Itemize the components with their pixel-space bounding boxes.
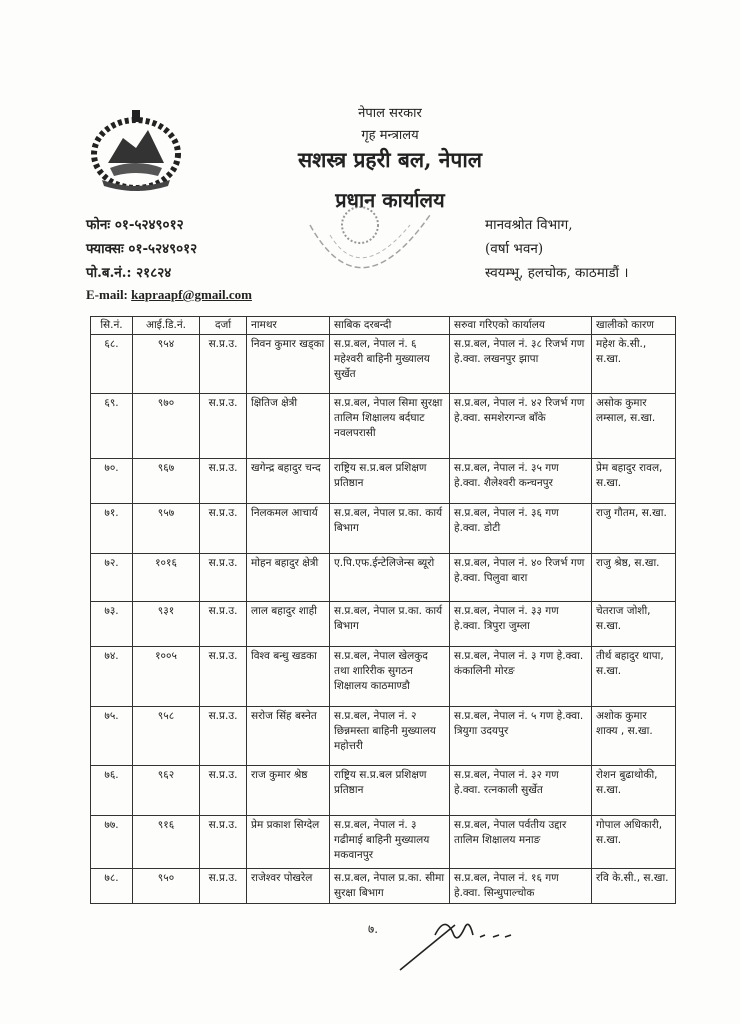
table-cell: ७१. [91,504,133,554]
column-header: सरुवा गरिएको कार्यालय [450,317,592,335]
table-cell: ७८. [91,869,133,904]
table-cell: स.प्र.बल, नेपाल पर्वतीय उद्दार तालिम शिक्षालय मनाङ [450,816,592,869]
table-cell: स.प्र.उ. [200,602,247,647]
table-cell: राजु गौतम, स.खा. [592,504,676,554]
table-cell: १००५ [133,647,200,707]
table-cell: ७५. [91,707,133,766]
table-cell: ७०. [91,459,133,504]
table-cell: निलकमल आचार्य [247,504,330,554]
table-cell: राज कुमार श्रेष्ठ [247,766,330,816]
table-cell: स.प्र.बल, नेपाल नं. ४० रिजर्भ गण हे.क्वा. पिलुवा बारा [450,554,592,602]
office-name: प्रधान कार्यालय [335,188,445,212]
table-cell: स.प्र.उ. [200,816,247,869]
table-cell: १०१६ [133,554,200,602]
table-cell: प्रेम बहादुर रावल, स.खा. [592,459,676,504]
nepal-emblem-logo [88,108,184,194]
table-row [91,766,676,816]
table-row [91,504,676,554]
table-row [91,335,676,394]
department-name: मानवश्रोत विभाग, [485,217,573,233]
column-header: आई.डि.नं. [133,317,200,335]
table-cell: स.प्र.उ. [200,707,247,766]
table-cell: स.प्र.बल, नेपाल नं. ३ गढीमाई बाहिनी मुख्यालय मकवानपुर [330,816,450,869]
table-cell: रोशन बुढाथोकी, स.खा. [592,766,676,816]
table-cell: स.प्र.उ. [200,335,247,394]
table-cell: ७३. [91,602,133,647]
table-cell: चेतराज जोशी, स.खा. [592,602,676,647]
office-seal-stamp [300,205,450,305]
table-cell: ९१६ [133,816,200,869]
table-cell: राजु श्रेष्ठ, स.खा. [592,554,676,602]
table-cell: स.प्र.उ. [200,869,247,904]
table-row [91,816,676,869]
table-header-row [91,317,676,335]
table-cell: मोहन बहादुर क्षेत्री [247,554,330,602]
table-cell: निवन कुमार खड्का [247,335,330,394]
table-cell: ९७० [133,394,200,459]
table-cell: स.प्र.बल, नेपाल नं. २ छिन्नमस्ता बाहिनी मुख्यालय महोत्तरी [330,707,450,766]
table-cell: सरोज सिंह बस्नेत [247,707,330,766]
page-number: ७. [368,922,379,936]
table-cell: राष्ट्रिय स.प्र.बल प्रशिक्षण प्रतिष्ठान [330,766,450,816]
table-row [91,602,676,647]
table-cell: खगेन्द्र बहादुर चन्द [247,459,330,504]
table-cell: गोपाल अधिकारी, स.खा. [592,816,676,869]
table-cell: स.प्र.बल, नेपाल नं. ३३ गण हे.क्वा. त्रिपुरा जुम्ला [450,602,592,647]
table-cell: स.प्र.बल, नेपाल नं. ३५ गण हे.क्वा. शैलेश्वरी कन्चनपुर [450,459,592,504]
table-cell: प्रेम प्रकाश सिग्देल [247,816,330,869]
table-cell: रवि के.सी., स.खा. [592,869,676,904]
table-cell: स.प्र.बल, नेपाल नं. १६ गण हे.क्वा. सिन्धुपाल्चोक [450,869,592,904]
table-cell: ९६२ [133,766,200,816]
table-cell: ए.पि.एफ.ईन्टेलिजेन्स ब्यूरो [330,554,450,602]
ministry-name: गृह मन्त्रालय [361,128,419,143]
government-name: नेपाल सरकार [358,106,422,121]
table-cell: स.प्र.बल, नेपाल प्र.का. कार्य बिभाग [330,602,450,647]
table-cell: ९५४ [133,335,200,394]
table-cell: ९५८ [133,707,200,766]
table-cell: असोक कुमार लम्साल, स.खा. [592,394,676,459]
column-header: साबिक दरबन्दी [330,317,450,335]
column-header: नामथर [247,317,330,335]
table-cell: स.प्र.बल, नेपाल प्र.का. सीमा सुरक्षा बिभाग [330,869,450,904]
table-cell: स.प्र.उ. [200,766,247,816]
table-cell: स.प्र.बल, नेपाल सिमा सुरक्षा तालिम शिक्षालय बर्दघाट नवलपरासी [330,394,450,459]
po-box: पो.ब.नं.: २१८२४ [86,265,172,281]
organization-name: सशस्त्र प्रहरी बल, नेपाल [297,147,483,172]
table-cell: स.प्र.उ. [200,647,247,707]
table-cell: ७७. [91,816,133,869]
table-cell: राष्ट्रिय स.प्र.बल प्रशिक्षण प्रतिष्ठान [330,459,450,504]
table-cell: ९५० [133,869,200,904]
table-cell: स.प्र.बल, नेपाल नं. ३८ रिजर्भ गण हे.क्वा. लखनपुर झापा [450,335,592,394]
table-cell: स.प्र.बल, नेपाल नं. ३२ गण हे.क्वा. रत्नकाली सुर्खेत [450,766,592,816]
signature [395,905,525,975]
column-header: सि.नं. [91,317,133,335]
table-cell: स.प्र.बल, नेपाल नं. ३६ गण हे.क्वा. डोटी [450,504,592,554]
table-cell: लाल बहादुर शाही [247,602,330,647]
table-cell: स.प्र.बल, नेपाल नं. ६ महेश्वरी बाहिनी मुख्यालय सुर्खेत [330,335,450,394]
table-cell: विश्व बन्धु खडका [247,647,330,707]
table-row [91,459,676,504]
table-cell: ९३१ [133,602,200,647]
table-cell: ६९. [91,394,133,459]
table-cell: ७४. [91,647,133,707]
column-header: खालीको कारण [592,317,676,335]
table-row [91,707,676,766]
table-cell: स.प्र.बल, नेपाल नं. ३ गण हे.क्वा. कंकालिनी मोरङ [450,647,592,707]
table-cell: स.प्र.बल, नेपाल नं. ५ गण हे.क्वा. त्रियुगा उदयपुर [450,707,592,766]
table-cell: ६८. [91,335,133,394]
column-header: दर्जा [200,317,247,335]
table-cell: ९५७ [133,504,200,554]
table-cell: स.प्र.उ. [200,459,247,504]
address: स्वयम्भू, हलचोक, काठमाडौं । [485,265,629,281]
table-cell: स.प्र.बल, नेपाल प्र.का. कार्य बिभाग [330,504,450,554]
table-row [91,554,676,602]
table-cell: स.प्र.उ. [200,504,247,554]
table-cell: ९६७ [133,459,200,504]
phone-number: फोनः ०१-५२४९०१२ [86,217,184,233]
fax-number: फ्याक्सः ०१-५२४९०१२ [86,241,198,257]
table-cell: महेश के.सी., स.खा. [592,335,676,394]
table-cell: स.प्र.उ. [200,394,247,459]
transfer-table [90,316,676,904]
table-cell: ७२. [91,554,133,602]
table-cell: ७६. [91,766,133,816]
email-line: E-mail: kapraapf@gmail.com [86,287,252,302]
table-row [91,647,676,707]
table-cell: स.प्र.बल, नेपाल खेलकुद तथा शारिरीक सुगठन शिक्षालय काठमाण्डौ [330,647,450,707]
table-cell: क्षितिज क्षेत्री [247,394,330,459]
table-cell: स.प्र.बल, नेपाल नं. ४२ रिजर्भ गण हे.क्वा. समशेरगन्ज बाँके [450,394,592,459]
table-cell: स.प्र.उ. [200,554,247,602]
table-row [91,869,676,904]
table-cell: राजेश्वर पोखरेल [247,869,330,904]
email-link[interactable]: kapraapf@gmail.com [131,287,252,302]
table-cell: तीर्थ बहादुर थापा, स.खा. [592,647,676,707]
table-row [91,394,676,459]
table-cell: अशोक कुमार शाक्य , स.खा. [592,707,676,766]
building-name: (वर्षा भवन) [485,241,544,257]
